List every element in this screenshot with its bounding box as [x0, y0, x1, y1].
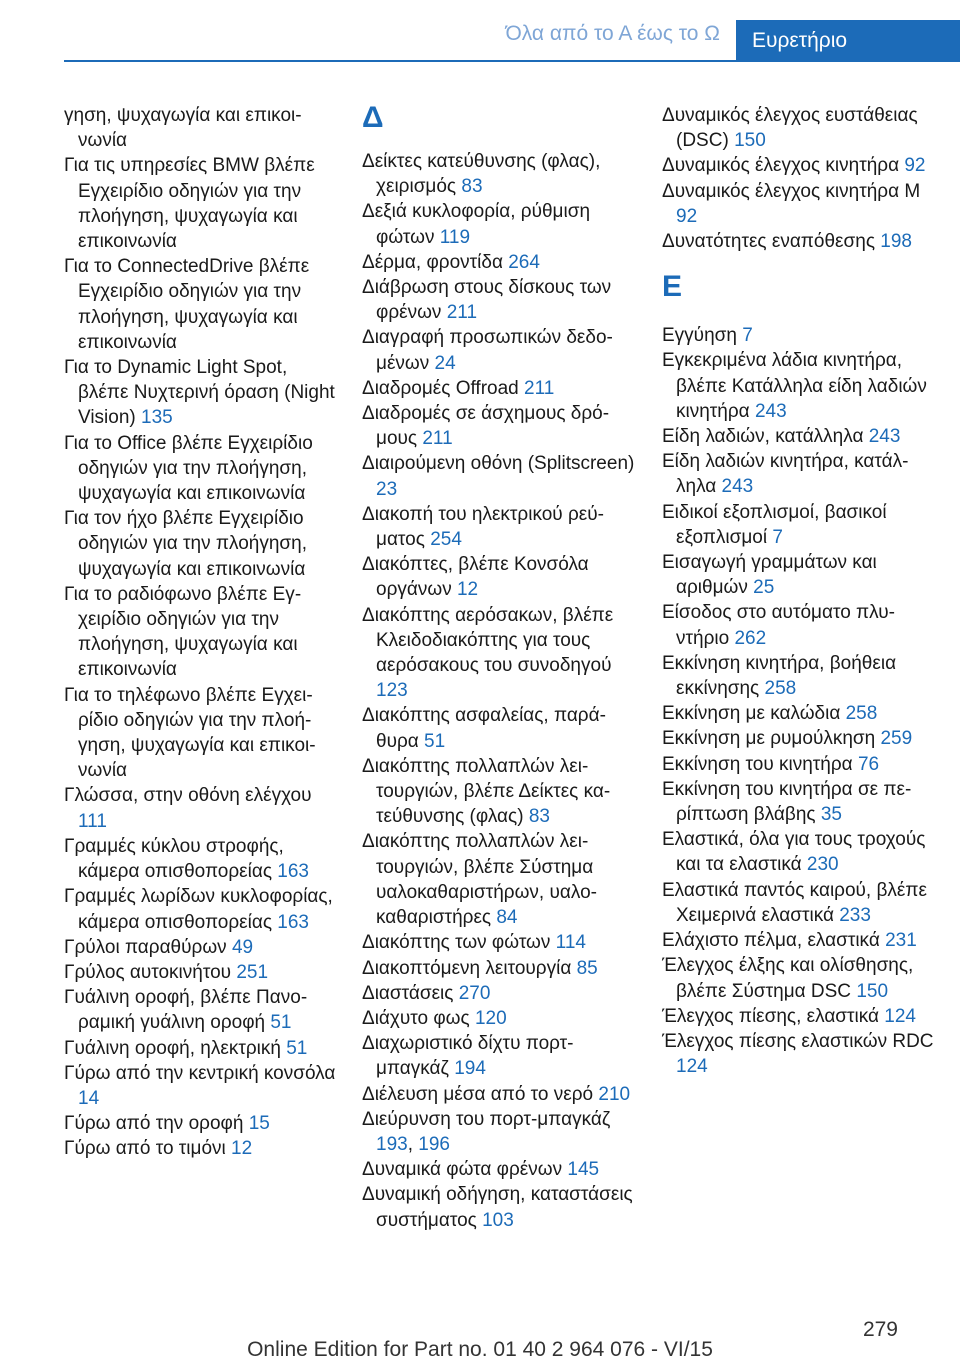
index-column-2: [362, 103, 636, 1233]
index-entry: [662, 651, 936, 701]
index-entry-text: Διαδρομές σε άσχημους δρόμους: [362, 403, 610, 450]
index-entry: [64, 1111, 338, 1136]
index-entry-text: Γυάλινη οροφή, βλέπε Πανοραμική γυάλινη οροφή: [64, 987, 308, 1034]
page-link[interactable]: 264: [508, 251, 540, 273]
index-entry: [662, 153, 936, 178]
index-entry: [362, 829, 636, 930]
index-entry-text: Έλεγχος έλξης και ολίσθησης, βλέπε Σύστημα DSC: [662, 955, 914, 1002]
page-link[interactable]: 14: [78, 1087, 100, 1109]
index-entry: [362, 325, 636, 375]
index-entry-text: Διάχυτο φως: [362, 1007, 470, 1029]
index-entry: [362, 199, 636, 249]
index-entry: [362, 275, 636, 325]
index-entry: [662, 1029, 936, 1079]
index-entry: [662, 323, 936, 348]
index-entry: [362, 703, 636, 753]
index-entry: [362, 1182, 636, 1232]
index-entry-text: Είδη λαδιών, κατάλληλα: [662, 426, 864, 448]
index-entry-text: Δυναμική οδήγηση, καταστάσεις συστήματος: [362, 1184, 633, 1231]
page-link[interactable]: 49: [231, 936, 254, 958]
page-link[interactable]: 251: [236, 961, 269, 983]
index-entry-text: Γρύλοι παραθύρων: [64, 936, 227, 958]
index-entry: [662, 348, 936, 424]
index-column-1: [64, 103, 338, 1162]
index-entry-text: Διακόπτης πολλαπλών λειτουργιών, βλέπε Σύστημα υαλοκαθαριστήρων, υαλοκαθαριστήρες: [362, 831, 597, 929]
index-entry-text: Εκκίνηση του κινητήρα: [662, 753, 853, 775]
index-entry-text: Δυναμικός έλεγχος κινητήρα M: [662, 180, 921, 202]
page-link[interactable]: 243: [721, 476, 754, 498]
page-link[interactable]: 258: [845, 703, 878, 725]
index-entry-text: Διακόπτης πολλαπλών λειτουργιών, βλέπε Δείκτες κατεύθυνσης (φλας): [362, 755, 611, 828]
index-entry: [64, 506, 338, 582]
index-entry-text: Γυάλινη οροφή, ηλεκτρική: [64, 1037, 281, 1059]
index-entry: [362, 1006, 636, 1031]
index-entry-text: Ελάχιστο πέλμα, ελαστικά: [662, 930, 880, 952]
index-entry: [662, 726, 936, 751]
index-entry-text: Είσοδος στο αυτόματο πλυντήριο: [662, 602, 895, 649]
index-entry: [362, 1157, 636, 1182]
index-entry-text: Για τον ήχο βλέπε Εγχειρίδιο οδηγιών για την πλοήγηση, ψυχαγωγία και επικοινωνία: [64, 508, 307, 580]
index-entry: [662, 953, 936, 1003]
index-entry: [362, 603, 636, 704]
index-entry: [362, 956, 636, 981]
index-entry: [64, 960, 338, 985]
page-link[interactable]: 231: [885, 930, 917, 952]
page-link[interactable]: 150: [734, 130, 766, 152]
page-link[interactable]: 194: [454, 1058, 486, 1080]
index-entry: Διεύρυνση του πορτ-μπαγκάζ 193, 196: [362, 1108, 611, 1155]
index-entry: [662, 500, 936, 550]
index-entry-text: Διαστάσεις: [362, 982, 454, 1004]
index-entry-text: Για το τηλέφωνο βλέπε Εγχειρίδιο οδηγιών για την πλοήγηση, ψυχαγωγία και επικοινωνία: [64, 684, 316, 782]
section-letter: Δ: [362, 101, 384, 134]
page-link[interactable]: 76: [857, 753, 880, 775]
index-entry: [64, 1036, 338, 1061]
index-entry: [662, 600, 936, 650]
page-link[interactable]: 230: [806, 854, 839, 876]
page-link[interactable]: 114: [555, 932, 586, 954]
index-entry: [662, 878, 936, 928]
page-link[interactable]: 258: [764, 678, 797, 700]
breadcrumb[interactable]: Όλα από το Α έως το Ω: [505, 22, 720, 45]
index-entry: [362, 376, 636, 401]
index-entry-text: Εκκίνηση με ρυμούλκηση: [662, 728, 876, 750]
page-link[interactable]: 23: [376, 478, 398, 500]
index-entry: [362, 1031, 636, 1081]
page-link[interactable]: 92: [676, 205, 698, 227]
page-header: [0, 0, 960, 64]
index-entry-text: Δεξιά κυκλοφορία, ρύθμιση φώτων: [362, 201, 591, 248]
index-entry-text: Εισαγωγή γραμμάτων και αριθμών: [662, 552, 877, 599]
index-entry-text: Διακόπτης των φώτων: [362, 932, 551, 954]
index-entry-text: Εκκίνηση του κινητήρα σε περίπτωση βλάβης: [662, 778, 912, 826]
index-entry-text: Ελαστικά, όλα για τους τροχούς και τα ελαστικά: [662, 829, 926, 876]
index-entry-text: Εγκεκριμένα λάδια κινητήρα, βλέπε Κατάλληλα είδη λαδιών κινητήρα: [662, 350, 927, 422]
index-entry: [662, 103, 936, 153]
page-link[interactable]: 211: [524, 377, 555, 399]
page-link[interactable]: 145: [567, 1159, 600, 1181]
page-link[interactable]: 111: [78, 810, 107, 832]
index-entry-text: Διακόπτης ασφαλείας, παράθυρα: [362, 705, 606, 752]
index-entry: [64, 985, 338, 1035]
index-entry: [662, 424, 936, 449]
index-entry: [662, 550, 936, 600]
page-link[interactable]: 15: [248, 1113, 270, 1135]
page-link[interactable]: 233: [839, 904, 871, 926]
index-entry-text: Δυνατότητες εναπόθεσης: [662, 231, 875, 253]
index-entry: [64, 834, 338, 884]
page-link[interactable]: 124: [676, 1056, 708, 1078]
index-entry: [662, 752, 936, 777]
index-entry-text: γηση, ψυχαγωγία και επικοινωνία: [64, 105, 302, 152]
index-entry: [362, 149, 636, 199]
page-link[interactable]: 84: [496, 907, 518, 929]
index-entry-text: Γλώσσα, στην οθόνη ελέγχου: [64, 785, 312, 807]
index-entry: [64, 935, 338, 960]
index-entry-text: Δυναμικός έλεγχος ευστάθειας (DSC): [662, 105, 918, 152]
page-link[interactable]: 123: [376, 680, 408, 702]
page-link[interactable]: 12: [231, 1138, 253, 1160]
header-divider: [64, 60, 736, 62]
index-entry: [64, 254, 338, 355]
index-entry-text: Για το ραδιόφωνο βλέπε Εγχειρίδιο οδηγιών για την πλοήγηση, ψυχαγωγία και επικοινωνία: [64, 583, 302, 681]
index-entry-text: Έλεγχος πίεσης ελαστικών RDC: [662, 1030, 934, 1052]
index-entry: [662, 449, 936, 499]
page-link[interactable]: 103: [482, 1209, 514, 1231]
index-entry-text: Είδη λαδιών κινητήρα, κατάλληλα: [662, 451, 909, 498]
index-entry-text: Διακοπτόμενη λειτουργία: [362, 957, 572, 979]
page-link[interactable]: 51: [270, 1012, 292, 1034]
index-entry: [64, 783, 338, 833]
index-entry-text: Γραμμές λωρίδων κυκλοφορίας, κάμερα οπισθοπορείας: [64, 886, 333, 933]
index-entry-text: Εγγύηση: [662, 325, 737, 347]
index-entry-text: Για το Office βλέπε Εγχειρίδιο οδηγιών για την πλοήγηση, ψυχαγωγία και επικοινωνία: [64, 432, 313, 505]
page-link[interactable]: 7: [772, 526, 783, 548]
index-entry: [662, 701, 936, 726]
page-link[interactable]: 259: [880, 728, 913, 750]
page-link[interactable]: 211: [446, 302, 478, 324]
page-link[interactable]: 135: [141, 407, 173, 429]
page-link[interactable]: 24: [434, 352, 456, 374]
page-link[interactable]: 51: [286, 1037, 308, 1059]
index-entry-text: Διαιρούμενη οθόνη (Splitscreen): [362, 453, 635, 475]
index-entry-text: Για το Dynamic Light Spot, βλέπε Νυχτερινή όραση (Night Vision): [64, 357, 335, 429]
index-entry: [662, 777, 936, 827]
index-entry: [662, 229, 936, 254]
index-entry-text: Διαχωριστικό δίχτυ πορτ-μπαγκάζ: [362, 1033, 574, 1080]
index-entry: [362, 401, 636, 451]
page-link[interactable]: 124: [884, 1005, 916, 1027]
index-entry-text: Δυναμικά φώτα φρένων: [362, 1159, 563, 1181]
index-entry-text: Γύρω από την κεντρική κονσόλα: [64, 1062, 336, 1084]
index-entry: [362, 1082, 636, 1107]
index-entry-text: Εκκίνηση με καλώδια: [662, 703, 841, 725]
index-entry-text: Διέλευση μέσα από το νερό: [362, 1083, 594, 1105]
index-entry-text: Γύρω από την οροφή: [64, 1113, 244, 1135]
index-entry-text: Διεύρυνση του πορτ-μπαγκάζ: [362, 1108, 611, 1130]
index-entry: [64, 431, 338, 507]
page-link[interactable]: 35: [820, 804, 842, 826]
index-entry-text: Έλεγχος πίεσης, ελαστικά: [662, 1005, 880, 1027]
page-link[interactable]: 163: [277, 861, 309, 883]
index-entry: [64, 1061, 338, 1111]
page-link[interactable]: 210: [598, 1083, 631, 1105]
page-link[interactable]: 270: [458, 982, 491, 1004]
page-link[interactable]: 150: [856, 980, 889, 1002]
page-link[interactable]: 193: [376, 1133, 408, 1155]
index-entry: [64, 884, 338, 934]
page-link[interactable]: 243: [868, 426, 901, 448]
page-link[interactable]: 92: [904, 155, 926, 177]
index-entry-text: Διακοπή του ηλεκτρικού ρεύματος: [362, 503, 604, 551]
index-column-3: [662, 103, 936, 1079]
page-link[interactable]: 198: [880, 231, 912, 253]
page-link[interactable]: 83: [461, 176, 483, 198]
index-entry-text: Δυναμικός έλεγχος κινητήρα: [662, 155, 900, 177]
tab-index[interactable]: Ευρετήριο: [736, 20, 960, 62]
index-entry-text: Γρύλος αυτοκινήτου: [64, 961, 232, 983]
index-entry: [362, 754, 636, 830]
index-entry: [362, 981, 636, 1006]
index-entry: [662, 928, 936, 953]
index-entry-text: Διακόπτες, βλέπε Κονσόλα οργάνων: [362, 554, 589, 601]
page-link[interactable]: 243: [754, 400, 787, 422]
page-link[interactable]: 262: [734, 627, 767, 649]
index-entry: [662, 179, 936, 229]
index-entry-text: Ελαστικά παντός καιρού, βλέπε Χειμερινά ελαστικά: [662, 879, 927, 926]
index-entry-text: Διάβρωση στους δίσκους των φρένων: [362, 277, 612, 324]
section-letter: Ε: [662, 270, 683, 304]
index-entry: [64, 153, 338, 254]
footer-edition: Online Edition for Part no. 01 40 2 964 076 - VI/15: [247, 1338, 713, 1361]
index-entry-text: Για τις υπηρεσίες BMW βλέπε Εγχειρίδιο οδηγιών για την πλοήγηση, ψυχαγωγία και επικοινωνία: [64, 155, 315, 253]
index-entry: [64, 683, 338, 784]
index-entry-text: Διαγραφή προσωπικών δεδομένων: [362, 327, 613, 374]
index-entry-text: Ειδικοί εξοπλισμοί, βασικοί εξοπλισμοί: [662, 501, 887, 548]
index-entry: [362, 502, 636, 552]
page-link[interactable]: 85: [576, 957, 598, 979]
page-link[interactable]: 7: [742, 325, 753, 347]
index-entry: [362, 930, 636, 955]
page-number: 279: [862, 1318, 898, 1341]
page-link[interactable]: 12: [456, 579, 479, 601]
page-link[interactable]: 211: [422, 428, 453, 450]
index-entry: [362, 250, 636, 275]
index-entry-text: Διαδρομές Offroad: [362, 377, 519, 399]
index-entry-text: Γύρω από το τιμόνι: [64, 1138, 226, 1160]
page-link[interactable]: 254: [430, 529, 462, 551]
page-link[interactable]: 120: [474, 1007, 507, 1029]
page-link[interactable]: 119: [439, 226, 471, 248]
index-entry: [662, 1004, 936, 1029]
index-entry-text: Γραμμές κύκλου στροφής, κάμερα οπισθοπορείας: [64, 835, 284, 883]
index-entry-text: Εκκίνηση κινητήρα, βοήθεια εκκίνησης: [662, 652, 897, 700]
page-link[interactable]: 51: [424, 730, 446, 752]
index-entry: [64, 1136, 338, 1161]
index-entry: [64, 103, 338, 153]
index-entry: [64, 582, 338, 683]
index-entry: [64, 355, 338, 431]
page-link[interactable]: 83: [528, 806, 550, 828]
page-link[interactable]: 25: [753, 577, 775, 599]
index-entry-text: Διακόπτης αερόσακων, βλέπε Κλειδοδιακόπτης για τους αερόσακους του συνοδηγού: [362, 604, 614, 677]
index-entry-text: Για το ConnectedDrive βλέπε Εγχειρίδιο οδηγιών για την πλοήγηση, ψυχαγωγία και επικοινωνία: [64, 256, 310, 353]
page-link[interactable]: 196: [418, 1133, 450, 1155]
index-entry-text: Δείκτες κατεύθυνσης (φλας), χειρισμός: [362, 151, 601, 198]
index-entry: [362, 552, 636, 602]
index-entry-text: Δέρμα, φροντίδα: [362, 251, 503, 273]
index-entry: [362, 451, 636, 501]
index-entry: [662, 827, 936, 877]
page-link[interactable]: 163: [277, 911, 309, 933]
